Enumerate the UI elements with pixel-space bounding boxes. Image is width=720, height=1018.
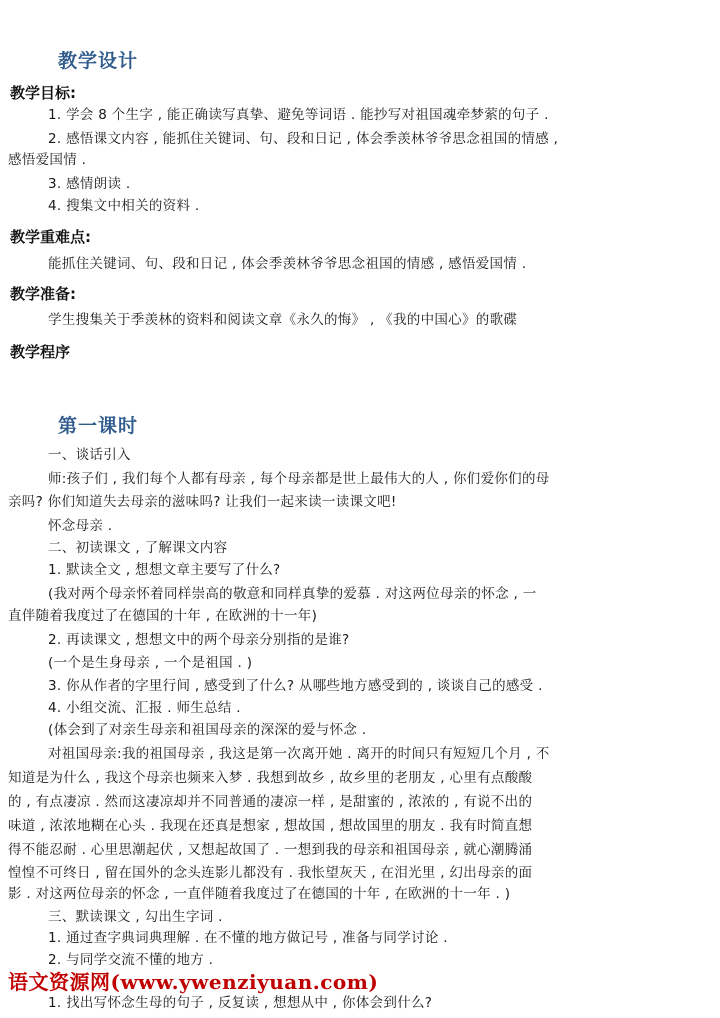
preparation-heading: 教学准备: [10,285,76,303]
lesson-line: 一、谈话引入 [48,447,131,463]
lesson-line: 三、默读课文 , 勾出生字词 . [48,909,223,925]
lesson-line: 1. 找出写怀念生母的句子 , 反复读 , 想想从中 , 你体会到什么? [48,995,433,1011]
lesson-line: 影 . 对这两位母亲的怀念 , 一直伴随着我度过了在德国的十年 , 在欧洲的十一年 . ) [8,886,511,902]
lesson-line: 味道 , 浓浓地糊在心头 . 我现在还真是想家 , 想故国 , 想故国里的朋友 . 我有时简直想 [8,818,533,834]
lesson-line: 直伴随着我度过了在德国的十年 , 在欧洲的十一年) [8,608,318,624]
goal-item: 4. 搜集文中相关的资料 . [48,198,200,214]
key-points-text: 能抓住关键词、句、段和日记 , 体会季羡林爷爷思念祖国的情感 , 感悟爱国情 . [48,256,527,272]
lesson-line: 3. 你从作者的字里行间 , 感受到了什么? 从哪些地方感受到的 , 谈谈自己的感受 . [48,678,543,694]
design-title: 教学设计 [58,50,139,72]
goal-item: 3. 感情朗读 . [48,176,131,192]
site-watermark: 语文资源网(www.ywenziyuan.com) [8,970,379,994]
goal-item: 2. 感悟课文内容 , 能抓住关键词、句、段和日记 , 体会季羡林爷爷思念祖国的情感 , [48,131,559,147]
lesson-line: (一个是生身母亲 , 一个是祖国 . ) [48,655,253,671]
lesson-line: 2. 再读课文 , 想想文中的两个母亲分别指的是谁? [48,632,350,648]
preparation-text: 学生搜集关于季羡林的资料和阅读文章《永久的悔》 , 《我的中国心》的歌碟 [48,312,518,328]
lesson-line: 得不能忍耐 . 心里思潮起伏 , 又想起故国了 . 一想到我的母亲和祖国母亲 , 就心潮腾涌 [8,842,533,858]
goal-item: 感悟爱国情 . [8,152,87,168]
lesson-line: 师:孩子们 , 我们每个人都有母亲 , 每个母亲都是世上最伟大的人 , 你们爱你们的母 [48,471,550,487]
lesson-line: (体会到了对亲生母亲和祖国母亲的深深的爱与怀念 . [48,722,367,738]
lesson-line: 的 , 有点凄凉 . 然而这凄凉却并不同普通的凄凉一样 , 是甜蜜的 , 浓浓的 , 有说不出的 [8,794,533,810]
goals-heading: 教学目标: [10,84,76,102]
lesson-line: 2. 与同学交流不懂的地方 . [48,952,214,968]
lesson-line: (我对两个母亲怀着同样崇高的敬意和同样真挚的爱慕 . 对这两位母亲的怀念 , 一 [48,586,537,602]
lesson-line: 惶惶不可终日 , 留在国外的念头连影儿都没有 . 我怅望灰天 , 在泪光里 , 幻出母亲的面 [8,865,533,881]
procedure-heading: 教学程序 [10,343,71,361]
lesson-line: 二、初读课文 , 了解课文内容 [48,540,228,556]
lesson-line: 对祖国母亲:我的祖国母亲 , 我这是第一次离开她 . 离开的时间只有短短几个月 , 不 [48,746,550,762]
lesson-title: 第一课时 [58,415,139,437]
lesson-line: 1. 默读全文 , 想想文章主要写了什么? [48,562,281,578]
goal-item: 1. 学会 8 个生字 , 能正确读写真挚、避免等词语 . 能抄写对祖国魂牵梦萦的句子 . [48,107,549,123]
key-points-heading: 教学重难点: [10,228,91,246]
lesson-line: 知道是为什么 , 我这个母亲也频来入梦 . 我想到故乡 , 故乡里的老朋友 , 心里有点酸酸 [8,770,533,786]
lesson-line: 亲吗? 你们知道失去母亲的滋味吗? 让我们一起来读一读课文吧! [8,494,397,510]
lesson-line: 1. 通过查字典词典理解 . 在不懂的地方做记号 , 准备与同学讨论 . [48,930,448,946]
lesson-line: 4. 小组交流、汇报 . 师生总结 . [48,700,241,716]
lesson-line: 怀念母亲 . [48,518,113,534]
